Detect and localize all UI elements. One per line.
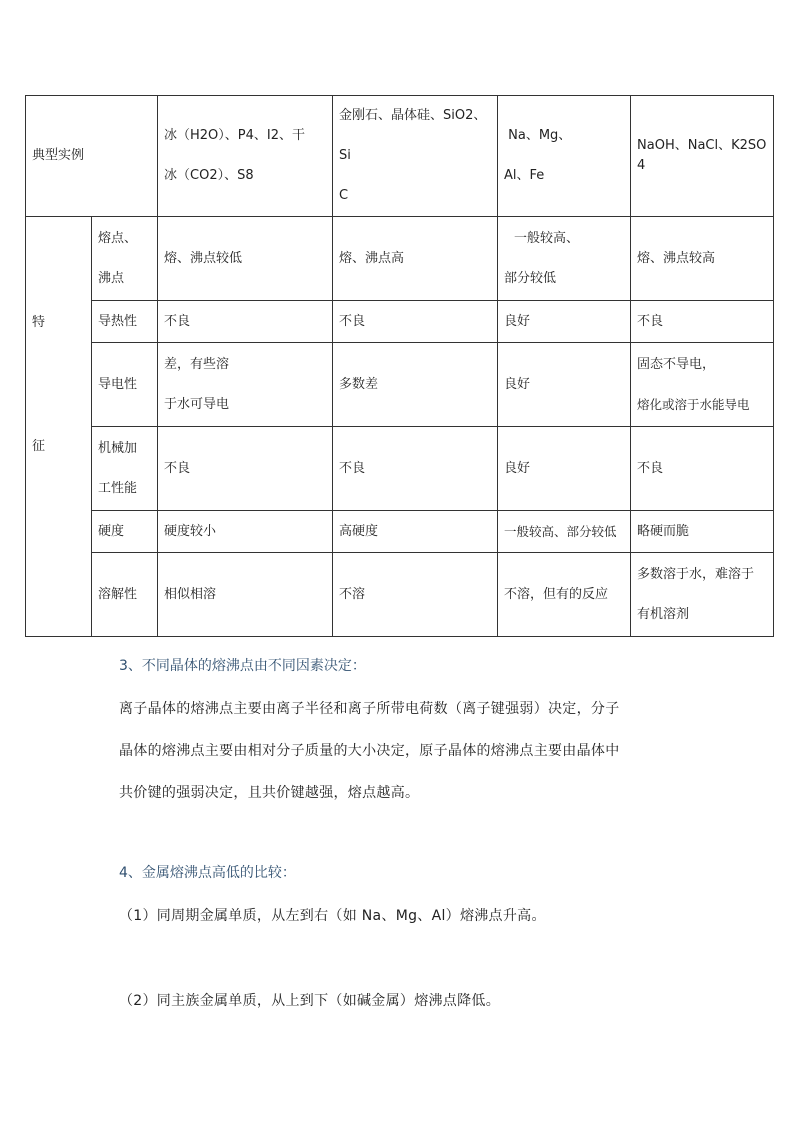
table-row-typical-examples [26,96,774,217]
cell-solubility-molecular: 相似相溶 [158,553,333,637]
cell-electric-ionic: 固态不导电， 熔化或溶于水能导电 [631,343,774,427]
side-label-zheng: 征 [26,427,92,637]
cell-mechanical-atomic: 不良 [333,427,498,511]
table-row-thermal [26,301,774,343]
cell-thermal-ionic: 不良 [631,301,774,343]
cell-electric-metallic: 良好 [498,343,631,427]
section3-title: 3、不同晶体的熔沸点由不同因素决定： [119,658,366,674]
table-row-solubility [26,553,774,637]
crystal-properties-table [25,95,774,637]
row-label-hardness: 硬度 [92,511,158,553]
section3-line-1: 离子晶体的熔沸点主要由离子半径和离子所带电荷数（离子键强弱）决定，分子 [119,701,620,717]
cell-hardness-molecular: 硬度较小 [158,511,333,553]
section3-line-2: 晶体的熔沸点主要由相对分子质量的大小决定，原子晶体的熔沸点主要由晶体中 [119,743,620,759]
cell-typical-metallic: Na、Mg、 Al、Fe [498,96,631,217]
cell-hardness-ionic: 略硬而脆 [631,511,774,553]
cell-thermal-molecular: 不良 [158,301,333,343]
cell-typical-atomic: 金刚石、晶体硅、SiO2、Si C [333,96,498,217]
row-label-thermal: 导热性 [92,301,158,343]
row-label-mechanical: 机械加 工性能 [92,427,158,511]
section3-line-3: 共价键的强弱决定，且共价键越强，熔点越高。 [119,785,420,801]
cell-electric-molecular: 差，有些溶 于水可导电 [158,343,333,427]
cell-typical-ionic: NaOH、NaCl、K2SO4 [631,96,774,217]
cell-typical-molecular: 冰（H2O）、P4、I2、干 冰（CO2）、S8 [158,96,333,217]
cell-mechanical-molecular: 不良 [158,427,333,511]
cell-melting-ionic: 熔、沸点较高 [631,217,774,301]
table-row-hardness [26,511,774,553]
cell-thermal-atomic: 不良 [333,301,498,343]
cell-solubility-ionic: 多数溶于水，难溶于 有机溶剂 [631,553,774,637]
row-label-solubility: 溶解性 [92,553,158,637]
table-row-melting-point [26,217,774,301]
cell-melting-atomic: 熔、沸点高 [333,217,498,301]
side-label-te: 特 [26,217,92,427]
cell-mechanical-ionic: 不良 [631,427,774,511]
section4-item-2: （2）同主族金属单质，从上到下（如碱金属）熔沸点降低。 [119,993,501,1009]
section4-title: 4、金属熔沸点高低的比较： [119,865,296,881]
cell-hardness-atomic: 高硬度 [333,511,498,553]
cell-hardness-metallic: 一般较高、部分较低 [498,511,631,553]
typical-examples-label: 典型实例 [26,96,158,217]
cell-solubility-atomic: 不溶 [333,553,498,637]
table-row-mechanical [26,427,774,511]
cell-melting-metallic: 一般较高、 部分较低 [498,217,631,301]
table-row-electric [26,343,774,427]
row-label-electric: 导电性 [92,343,158,427]
cell-electric-atomic: 多数差 [333,343,498,427]
cell-solubility-metallic: 不溶，但有的反应 [498,553,631,637]
cell-thermal-metallic: 良好 [498,301,631,343]
section4-item-1: （1）同周期金属单质，从左到右（如 Na、Mg、Al）熔沸点升高。 [119,908,546,924]
cell-mechanical-metallic: 良好 [498,427,631,511]
cell-melting-molecular: 熔、沸点较低 [158,217,333,301]
row-label-melting-point: 熔点、 沸点 [92,217,158,301]
